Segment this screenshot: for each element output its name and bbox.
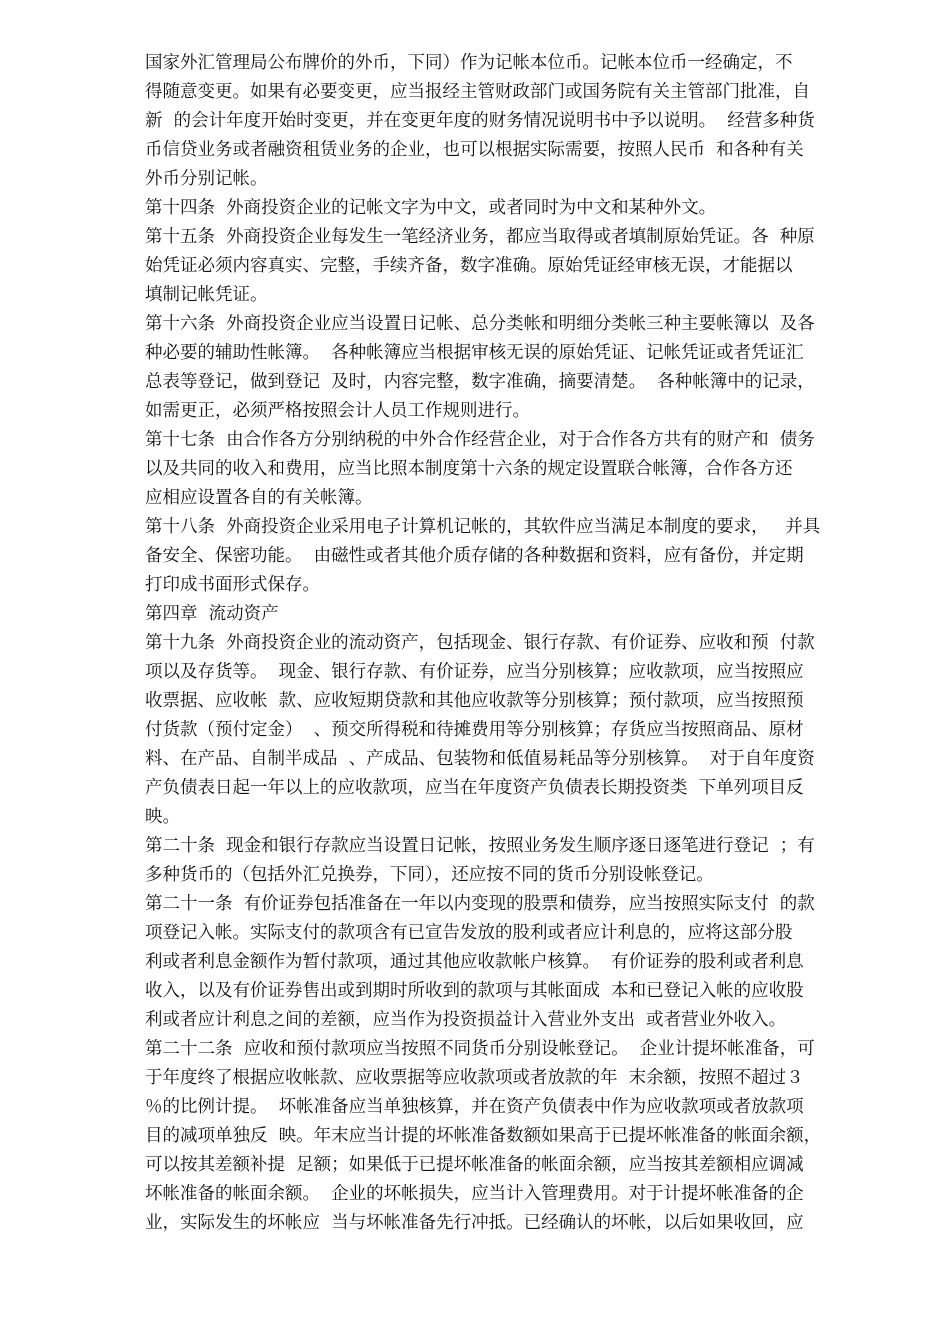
text-line: 打印成书面形式保存。 — [145, 575, 320, 595]
text-line: 项以及存货等。 现金、银行存款、有价证券，应当分别核算；应收款项，应当按照应 — [145, 662, 804, 682]
text-line: 项登记入帐。实际支付的款项含有已宣告发放的股利或者应计利息的，应将这部分股 — [145, 923, 793, 943]
text-line: 第十四条 外商投资企业的记帐文字为中文，或者同时为中文和某种外文。 — [145, 198, 717, 218]
text-line: 新 的会计年度开始时变更，并在变更年度的财务情况说明书中予以说明。 经营多种货 — [145, 111, 815, 131]
text-line: 映。 — [145, 807, 180, 827]
text-line: 于年度终了根据应收帐款、应收票据等应收款项或者放款的年 末余额，按照不超过３ — [145, 1068, 804, 1088]
text-line: 付货款（预付定金） 、预交所得税和待摊费用等分别核算；存货应当按照商品、原材 — [145, 720, 804, 740]
text-line: 第十五条 外商投资企业每发生一笔经济业务，都应当取得或者填制原始凭证。各 种原 — [145, 227, 815, 247]
text-line: 第十七条 由合作各方分别纳税的中外合作经营企业，对于合作各方共有的财产和 债务 — [145, 430, 815, 450]
text-line: 第二十条 现金和银行存款应当设置日记帐，按照业务发生顺序逐日逐笔进行登记 ；有 — [145, 836, 815, 856]
text-line: 多种货币的（包括外汇兑换券，下同），还应按不同的货币分别设帐登记。 — [145, 865, 714, 885]
text-line: 利或者应计利息之间的差额，应当作为投资损益计入营业外支出 或者营业外收入。 — [145, 1010, 787, 1030]
text-line: 外币分别记帐。 — [145, 169, 268, 189]
text-line: 国家外汇管理局公布牌价的外币，下同）作为记帐本位币。记帐本位币一经确定，不 — [145, 53, 793, 73]
text-line: 第二十二条 应收和预付款项应当按照不同货币分别设帐登记。 企业计提坏帐准备，可 — [145, 1039, 815, 1059]
text-line: 收票据、应收帐 款、应收短期贷款和其他应收款等分别核算；预付款项，应当按照预 — [145, 691, 804, 711]
text-line: 料、在产品、自制半成品 、产成品、包装物和低值易耗品等分别核算。 对于自年度资 — [145, 749, 815, 769]
text-line: 总表等登记，做到登记 及时，内容完整，数字准确，摘要清楚。 各种帐簿中的记录， — [145, 372, 815, 392]
text-line: 产负债表日起一年以上的应收款项，应当在年度资产负债表长期投资类 下单列项目反 — [145, 778, 804, 798]
text-line: 如需更正，必须严格按照会计人员工作规则进行。 — [145, 401, 530, 421]
text-line: 始凭证必须内容真实、完整，手续齐备，数字准确。原始凭证经审核无误，才能据以 — [145, 256, 793, 276]
text-line: 目的减项单独反 映。年末应当计提的坏帐准备数额如果高于已提坏帐准备的帐面余额， — [145, 1126, 822, 1146]
text-line: 第十九条 外商投资企业的流动资产，包括现金、银行存款、有价证券、应收和预 付款 — [145, 633, 815, 653]
text-line: 填制记帐凭证。 — [145, 285, 268, 305]
text-line: 币信贷业务或者融资租赁业务的企业，也可以根据实际需要，按照人民币 和各种有关 — [145, 140, 804, 160]
text-line: 以及共同的收入和费用，应当比照本制度第十六条的规定设置联合帐簿，合作各方还 — [145, 459, 793, 479]
text-line: 得随意变更。如果有必要变更，应当报经主管财政部门或国务院有关主管部门批准，自 — [145, 82, 810, 102]
text-line: ％的比例计提。 坏帐准备应当单独核算，并在资产负债表中作为应收款项或者放款项 — [145, 1097, 804, 1117]
text-line: 坏帐准备的帐面余额。 企业的坏帐损失，应当计入管理费用。对于计提坏帐准备的企 — [145, 1184, 804, 1204]
text-line: 应相应设置各自的有关帐簿。 — [145, 488, 373, 508]
document-body — [145, 49, 885, 1238]
text-line: 业，实际发生的坏帐应 当与坏帐准备先行冲抵。已经确认的坏帐，以后如果收回，应 — [145, 1213, 804, 1233]
text-line: 可以按其差额补提 足额；如果低于已提坏帐准备的帐面余额，应当按其差额相应调减 — [145, 1155, 804, 1175]
text-line: 备安全、保密功能。 由磁性或者其他介质存储的各种数据和资料，应有备份，并定期 — [145, 546, 804, 566]
text-line: 利或者利息金额作为暂付款项，通过其他应收款帐户核算。 有价证券的股利或者利息 — [145, 952, 804, 972]
text-line: 第十六条 外商投资企业应当设置日记帐、总分类帐和明细分类帐三种主要帐簿以 及各 — [145, 314, 815, 334]
text-line: 第二十一条 有价证券包括准备在一年以内变现的股票和债券，应当按照实际支付 的款 — [145, 894, 815, 914]
text-line: 种必要的辅助性帐簿。 各种帐簿应当根据审核无误的原始凭证、记帐凭证或者凭证汇 — [145, 343, 804, 363]
text-line: 收入，以及有价证券售出或到期时所收到的款项与其帐面成 本和已登记入帐的应收股 — [145, 981, 804, 1001]
text-line: 第十八条 外商投资企业采用电子计算机记帐的，其软件应当满足本制度的要求， 并具 — [145, 517, 821, 537]
text-line: 第四章 流动资产 — [145, 604, 279, 624]
